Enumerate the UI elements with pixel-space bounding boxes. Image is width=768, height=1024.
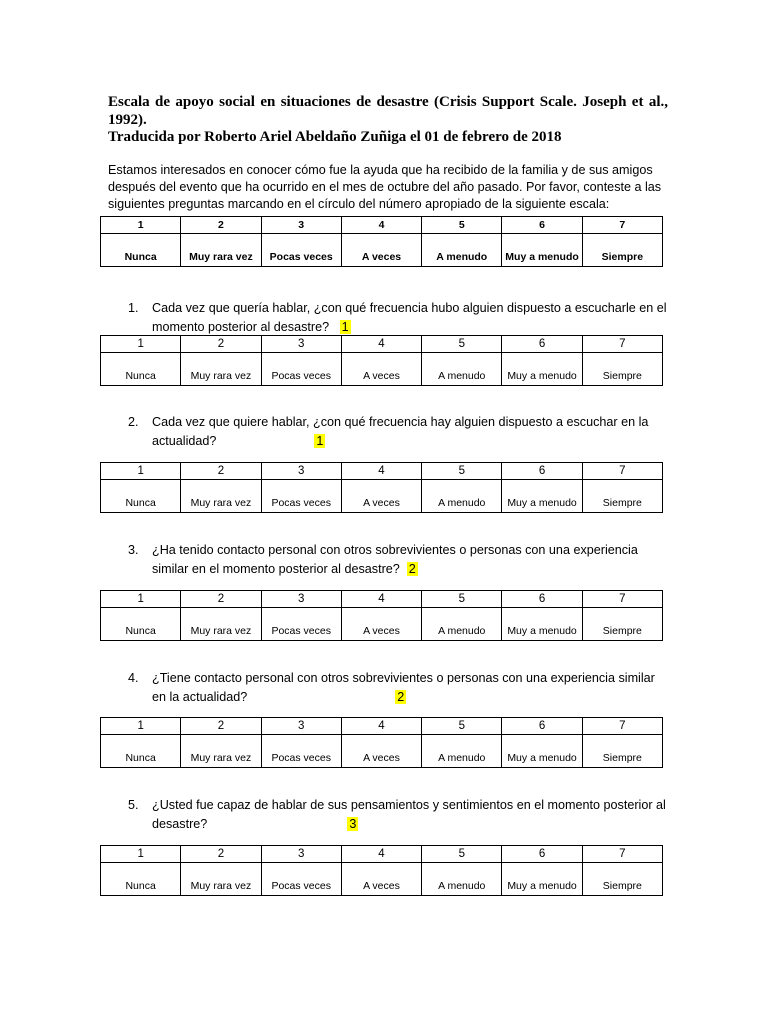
scale-number: 7 <box>582 217 662 234</box>
scale-label: A menudo <box>422 735 502 768</box>
scale-label: A veces <box>341 353 421 386</box>
answer-scale-table-5 <box>100 845 663 896</box>
scale-number[interactable]: 3 <box>261 463 341 480</box>
scale-number[interactable]: 4 <box>341 718 421 735</box>
scale-label: Muy a menudo <box>502 353 582 386</box>
question-1 <box>128 299 668 337</box>
scale-number[interactable]: 2 <box>181 591 261 608</box>
scale-label: Nunca <box>101 234 181 267</box>
answer-scale-table-2 <box>100 462 663 513</box>
scale-label: Siempre <box>582 863 662 896</box>
scale-number[interactable]: 1 <box>101 336 181 353</box>
scale-label: Muy rara vez <box>181 480 261 513</box>
answer-highlight: 1 <box>316 434 324 448</box>
scale-number: 2 <box>181 217 261 234</box>
scale-number[interactable]: 4 <box>341 846 421 863</box>
question-4 <box>128 669 668 707</box>
scale-label: Pocas veces <box>261 608 341 641</box>
scale-label: A veces <box>341 863 421 896</box>
question-number: 5. <box>128 798 139 812</box>
translation-credit: Traducida por Roberto Ariel Abeldaño Zuñiga el 01 de febrero de 2018 <box>108 129 562 145</box>
scale-label: Nunca <box>101 735 181 768</box>
scale-label: Siempre <box>582 608 662 641</box>
scale-number[interactable]: 7 <box>582 463 662 480</box>
scale-label: A veces <box>341 608 421 641</box>
question-number: 2. <box>128 415 139 429</box>
scale-number[interactable]: 1 <box>101 463 181 480</box>
scale-number[interactable]: 3 <box>261 336 341 353</box>
question-text: Cada vez que quiere hablar, ¿con qué frecuencia hay alguien dispuesto a escuchar en la actualidad? 1 <box>152 415 649 448</box>
scale-label: Siempre <box>582 353 662 386</box>
document-title: Escala de apoyo social en situaciones de desastre (Crisis Support Scale. Joseph et al., 1992). <box>108 94 668 128</box>
scale-number[interactable]: 1 <box>101 718 181 735</box>
scale-number: 5 <box>422 217 502 234</box>
instructions-paragraph: Estamos interesados en conocer cómo fue la ayuda que ha recibido de la familia y de sus amigos después del evento que ha ocurrido en el mes de octubre del año pasado. Por favor, conteste a las siguientes preguntas marcando en el círculo del número apropiado de la siguiente escala: <box>108 163 662 211</box>
scale-label: A veces <box>341 735 421 768</box>
scale-label: Muy a menudo <box>502 234 582 267</box>
scale-label: A menudo <box>422 863 502 896</box>
scale-number[interactable]: 6 <box>502 718 582 735</box>
scale-label: Muy rara vez <box>181 735 261 768</box>
scale-label: Pocas veces <box>261 480 341 513</box>
question-number: 3. <box>128 543 139 557</box>
answer-highlight: 3 <box>349 817 357 831</box>
scale-label: A menudo <box>422 234 502 267</box>
scale-number: 4 <box>341 217 421 234</box>
scale-number[interactable]: 6 <box>502 846 582 863</box>
question-number: 4. <box>128 671 139 685</box>
question-5 <box>128 796 668 834</box>
scale-number[interactable]: 3 <box>261 846 341 863</box>
scale-label: Muy a menudo <box>502 863 582 896</box>
scale-number[interactable]: 4 <box>341 591 421 608</box>
scale-label: Nunca <box>101 608 181 641</box>
scale-label: Muy rara vez <box>181 234 261 267</box>
scale-label: Siempre <box>582 735 662 768</box>
scale-label: Muy rara vez <box>181 863 261 896</box>
scale-label: A veces <box>341 234 421 267</box>
scale-number[interactable]: 5 <box>422 336 502 353</box>
scale-label: A menudo <box>422 353 502 386</box>
answer-scale-table-3 <box>100 590 663 641</box>
question-text: ¿Ha tenido contacto personal con otros sobrevivientes o personas con una experiencia similar en el momento posterior al desastre? 2 <box>152 543 638 576</box>
scale-number[interactable]: 6 <box>502 336 582 353</box>
answer-highlight: 2 <box>408 562 416 576</box>
answer-scale-table-1 <box>100 335 663 386</box>
scale-number[interactable]: 2 <box>181 846 261 863</box>
scale-label: A menudo <box>422 480 502 513</box>
scale-label: Muy a menudo <box>502 608 582 641</box>
scale-number[interactable]: 7 <box>582 718 662 735</box>
scale-label: Pocas veces <box>261 234 341 267</box>
scale-label: Muy rara vez <box>181 353 261 386</box>
question-text: ¿Tiene contacto personal con otros sobrevivientes o personas con una experiencia similar en la actualidad? 2 <box>152 671 655 704</box>
scale-label: Pocas veces <box>261 353 341 386</box>
scale-label: Nunca <box>101 353 181 386</box>
scale-label: Siempre <box>582 234 662 267</box>
scale-number: 3 <box>261 217 341 234</box>
scale-number[interactable]: 6 <box>502 591 582 608</box>
scale-number[interactable]: 3 <box>261 591 341 608</box>
scale-number[interactable]: 7 <box>582 846 662 863</box>
answer-scale-table-4 <box>100 717 663 768</box>
scale-number[interactable]: 2 <box>181 718 261 735</box>
scale-number[interactable]: 5 <box>422 846 502 863</box>
scale-label: A menudo <box>422 608 502 641</box>
scale-number: 1 <box>101 217 181 234</box>
scale-number[interactable]: 3 <box>261 718 341 735</box>
scale-number[interactable]: 7 <box>582 336 662 353</box>
scale-label: Pocas veces <box>261 735 341 768</box>
scale-number[interactable]: 1 <box>101 591 181 608</box>
scale-number[interactable]: 5 <box>422 718 502 735</box>
scale-number[interactable]: 5 <box>422 463 502 480</box>
scale-legend-table <box>100 216 663 267</box>
scale-number: 6 <box>502 217 582 234</box>
question-number: 1. <box>128 301 139 315</box>
scale-label: Nunca <box>101 863 181 896</box>
question-2 <box>128 413 668 451</box>
scale-label: Muy a menudo <box>502 735 582 768</box>
scale-number[interactable]: 2 <box>181 336 261 353</box>
question-3 <box>128 541 668 579</box>
question-text: ¿Usted fue capaz de hablar de sus pensamientos y sentimientos en el momento posterior al desastre? 3 <box>152 798 666 831</box>
scale-number[interactable]: 2 <box>181 463 261 480</box>
answer-highlight: 2 <box>397 690 405 704</box>
scale-number[interactable]: 4 <box>341 336 421 353</box>
scale-number[interactable]: 6 <box>502 463 582 480</box>
answer-highlight: 1 <box>341 320 349 334</box>
scale-label: Muy a menudo <box>502 480 582 513</box>
question-text: Cada vez que quería hablar, ¿con qué frecuencia hubo alguien dispuesto a escucharle en el momento posterior al desastre? 1 <box>152 301 667 334</box>
scale-number[interactable]: 1 <box>101 846 181 863</box>
scale-number[interactable]: 4 <box>341 463 421 480</box>
scale-number[interactable]: 7 <box>582 591 662 608</box>
scale-label: Muy rara vez <box>181 608 261 641</box>
scale-label: Nunca <box>101 480 181 513</box>
scale-label: Siempre <box>582 480 662 513</box>
scale-label: A veces <box>341 480 421 513</box>
scale-label: Pocas veces <box>261 863 341 896</box>
scale-number[interactable]: 5 <box>422 591 502 608</box>
